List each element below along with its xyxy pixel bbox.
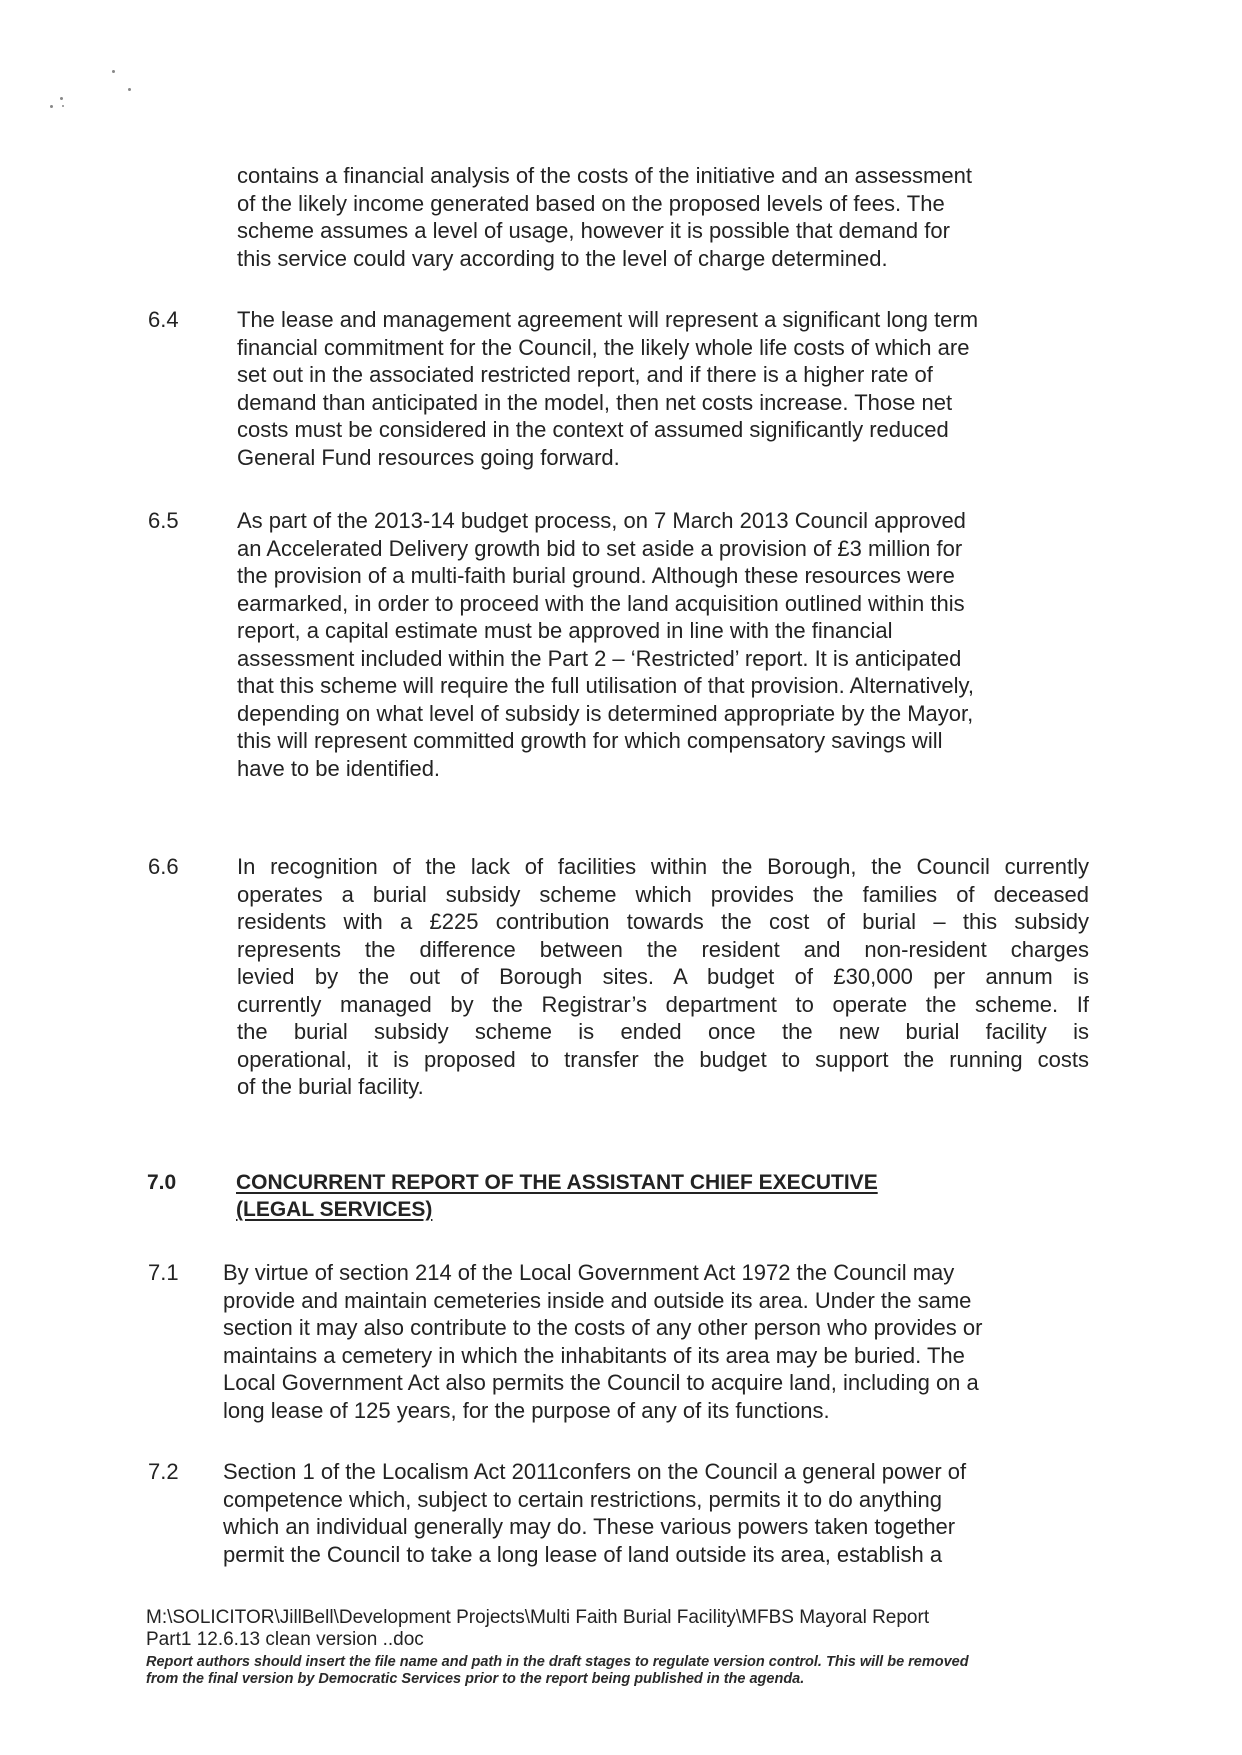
note-line: from the final version by Democratic Services prior to the report being published in the agenda. [146, 1671, 805, 1687]
text-line: assessment included within the Part 2 – ‘Restricted’ report. It is anticipated [237, 645, 962, 671]
speck [62, 105, 64, 107]
text-line: As part of the 2013-14 budget process, on 7 March 2013 Council approved [237, 508, 966, 533]
text-line: long lease of 125 years, for the purpose of any of its functions. [223, 1397, 830, 1423]
text-line: contains a financial analysis of the costs of the initiative and an assessment [237, 163, 972, 188]
text-line: the provision of a multi-faith burial ground. Although these resources were [237, 563, 955, 588]
text-line: costs must be considered in the context of assumed significantly reduced [237, 417, 949, 442]
file-path-line: M:\SOLICITOR\JillBell\Development Projects\Multi Faith Burial Facility\MFBS Mayoral Report [146, 1607, 930, 1628]
text-line: currently managed by the Registrar’s department to operate the scheme. If [237, 991, 1089, 1017]
speck [50, 105, 53, 108]
text-line: an Accelerated Delivery growth bid to set aside a provision of £3 million for [237, 535, 963, 561]
text-line: competence which, subject to certain restrictions, permits it to do anything [223, 1486, 943, 1512]
text-line: By virtue of section 214 of the Local Government Act 1972 the Council may [223, 1260, 955, 1285]
paragraph-number: 6.5 [148, 508, 179, 533]
text-line: section it may also contribute to the costs of any other person who provides or [223, 1315, 983, 1340]
paragraph-number: 7.2 [148, 1459, 179, 1484]
version-control-note [146, 1654, 1046, 1688]
speck [128, 88, 131, 91]
text-line: earmarked, in order to proceed with the land acquisition outlined within this [237, 590, 965, 616]
scan-specks [40, 60, 140, 120]
text-line: operates a burial subsidy scheme which provides the families of deceased [237, 881, 1089, 907]
file-path [146, 1607, 1046, 1651]
text-line: Section 1 of the Localism Act 2011confers on the Council a general power of [223, 1459, 967, 1484]
text-line: the burial subsidy scheme is ended once the new burial facility is [237, 1019, 1089, 1044]
text-line: scheme assumes a level of usage, however it is possible that demand for [237, 218, 950, 243]
text-line: General Fund resources going forward. [237, 444, 620, 470]
heading-line: (LEGAL SERVICES) [236, 1198, 433, 1221]
text-line: which an individual generally may do. These various powers taken together [223, 1514, 956, 1539]
text-line: financial commitment for the Council, the likely whole life costs of which are [237, 334, 970, 360]
paragraph-number: 7.1 [148, 1260, 179, 1285]
paragraph-number: 6.6 [148, 854, 179, 879]
text-line: have to be identified. [237, 755, 441, 781]
text-line: of the likely income generated based on the proposed levels of fees. The [237, 190, 945, 216]
section-title [236, 1169, 878, 1223]
paragraph-body [237, 162, 1067, 272]
speck [112, 70, 115, 73]
heading-line: CONCURRENT REPORT OF THE ASSISTANT CHIEF EXECUTIVE [236, 1171, 878, 1194]
text-line: operational, it is proposed to transfer the budget to support the running costs [237, 1046, 1089, 1072]
paragraph-body [237, 306, 1077, 471]
text-line: report, a capital estimate must be approved in line with the financial [237, 618, 893, 643]
text-line: residents with a £225 contribution towards the cost of burial – this subsidy [237, 909, 1089, 934]
paragraph-body [223, 1259, 1093, 1424]
text-line: depending on what level of subsidy is determined appropriate by the Mayor, [237, 700, 974, 726]
page-footer [146, 1607, 1046, 1688]
text-line: of the burial facility. [237, 1074, 424, 1099]
text-line: maintains a cemetery in which the inhabitants of its area may be buried. The [223, 1342, 965, 1368]
text-line: provide and maintain cemeteries inside and outside its area. Under the same [223, 1287, 972, 1313]
text-line: The lease and management agreement will represent a significant long term [237, 307, 979, 332]
text-line: Local Government Act also permits the Council to acquire land, including on a [223, 1370, 979, 1395]
text-line: demand than anticipated in the model, then net costs increase. Those net [237, 389, 953, 415]
text-line: that this scheme will require the full utilisation of that provision. Alternatively, [237, 673, 974, 698]
text-line: set out in the associated restricted report, and if there is a higher rate of [237, 362, 933, 387]
paragraph-body [237, 507, 1077, 782]
note-line: Report authors should insert the file name and path in the draft stages to regulate version control. This will be removed [146, 1654, 969, 1670]
section-number: 7.0 [147, 1171, 177, 1194]
paragraph-number: 6.4 [148, 307, 179, 332]
speck [60, 97, 63, 100]
text-line: this will represent committed growth for which compensatory savings will [237, 728, 943, 753]
file-path-line: Part1 12.6.13 clean version ..doc [146, 1629, 424, 1650]
paragraph-body [223, 1458, 1093, 1568]
text-line: permit the Council to take a long lease of land outside its area, establish a [223, 1541, 943, 1567]
text-line: levied by the out of Borough sites. A budget of £30,000 per annum is [237, 964, 1089, 989]
paragraph-body [237, 853, 1089, 1101]
text-line: In recognition of the lack of facilities within the Borough, the Council currently [237, 854, 1089, 879]
text-line: this service could vary according to the level of charge determined. [237, 245, 888, 271]
text-line: represents the difference between the resident and non-resident charges [237, 936, 1089, 962]
